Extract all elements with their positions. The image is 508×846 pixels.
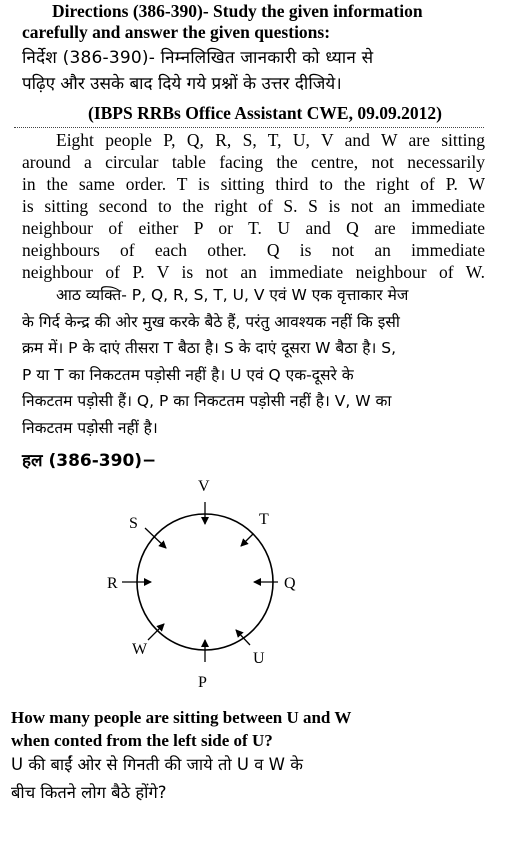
arrow-t <box>241 534 253 546</box>
directions-line-2: carefully and answer the given questions: <box>22 22 331 42</box>
english-passage <box>22 129 485 283</box>
directions-line-1: Directions (386-390)- Study the given information <box>52 1 423 21</box>
seat-label-v: V <box>198 478 210 495</box>
seating-diagram <box>90 472 320 697</box>
seat-label-t: T <box>259 511 269 528</box>
solution-heading: हल (386-390)− <box>22 451 157 471</box>
english-passage-line: is sitting second to the right of S. S is not an immediate <box>22 196 485 216</box>
question-hi-line-1: U की बाईं ओर से गिनती की जाये तो U व W के <box>11 755 303 774</box>
arrow-u <box>236 630 250 645</box>
question-en-line-2: when conted from the left side of U? <box>11 731 273 750</box>
seat-label-s: S <box>129 515 138 532</box>
seat-label-u: U <box>253 650 265 667</box>
exam-source: (IBPS RRBs Office Assistant CWE, 09.09.2012) <box>88 103 442 123</box>
seat-label-q: Q <box>284 575 296 592</box>
arrow-w <box>148 624 164 640</box>
question-en-line-1: How many people are sitting between U and W <box>11 708 352 727</box>
hindi-passage-line: निकटतम पड़ोसी नहीं है। <box>22 418 158 437</box>
dotted-divider <box>14 127 484 128</box>
english-passage-line: Eight people P, Q, R, S, T, U, V and W are sitting <box>56 130 485 150</box>
english-passage-line: in the same order. T is sitting third to the right of P. W <box>22 174 485 194</box>
english-passage-line: neighbours of each other. Q is not an immediate <box>22 240 485 260</box>
hindi-passage-line: निकटतम पड़ोसी हैं। Q, P का निकटतम पड़ोसी नहीं है। V, W का <box>22 392 392 410</box>
english-passage-line: neighbour of either P or T. U and Q are immediate <box>22 218 485 238</box>
directions-hindi-line-1: निर्देश (386-390)- निम्नलिखित जानकारी को ध्यान से <box>22 48 374 68</box>
hindi-passage-line: के गिर्द केन्द्र की ओर मुख करके बैठे हैं, परंतु आवश्यक नहीं कि इसी <box>22 312 400 331</box>
seat-label-p: P <box>198 674 207 691</box>
directions-hindi-line-2: पढ़िए और उसके बाद दिये गये प्रश्नों के उत्तर दीजिये। <box>22 74 342 94</box>
hindi-passage-line: P या T का निकटतम पड़ोसी नहीं है। U एवं Q एक-दूसरे के <box>22 365 354 384</box>
seat-label-w: W <box>132 641 148 658</box>
hindi-passage-line: क्रम में। P के दाएं तीसरा T बैठा है। S के दाएं दूसरा W बैठा है। S, <box>22 339 397 357</box>
hindi-passage-line: आठ व्यक्ति- P, Q, R, S, T, U, V एवं W एक वृत्ताकार मेज <box>56 286 409 304</box>
seat-label-r: R <box>107 575 118 592</box>
english-passage-line: around a circular table facing the centre, not necessarily <box>22 152 485 172</box>
hindi-passage <box>22 282 485 441</box>
english-passage-line: neighbour of P. V is not an immediate neighbour of W. <box>22 262 485 282</box>
question-hi-line-2: बीच कितने लोग बैठे होंगे? <box>11 783 167 802</box>
